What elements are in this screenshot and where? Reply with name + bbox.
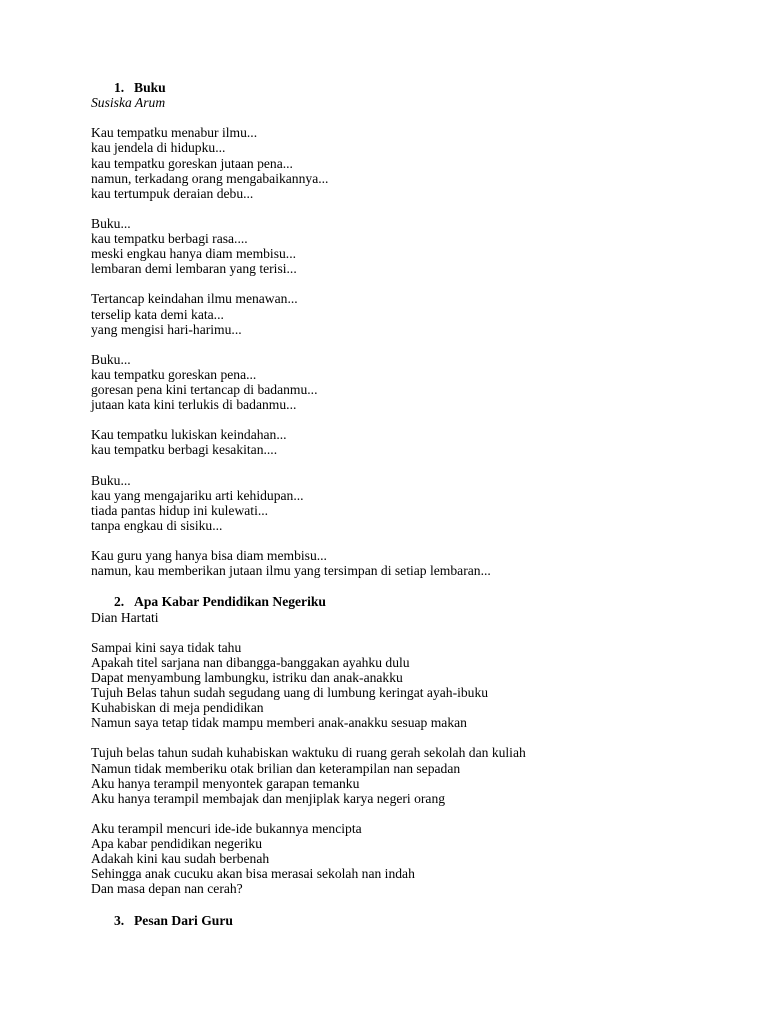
poem-line: Tujuh Belas tahun sudah segudang uang di lumbung keringat ayah-ibuku	[91, 685, 489, 700]
poem-line: Apakah titel sarjana nan dibangga-banggakan ayahku dulu	[91, 654, 410, 670]
poem-line: Buku...	[91, 351, 131, 367]
poem-line: jutaan kata kini terlukis di badanmu...	[91, 397, 297, 413]
poem-title: Apa Kabar Pendidikan Negeriku	[134, 594, 326, 610]
poem-author: Susiska Arum	[91, 95, 166, 111]
poem-line: Dan masa depan nan cerah?	[91, 881, 243, 897]
poem-line: kau tempatku goreskan pena...	[91, 366, 257, 382]
poem-line: Sehingga anak cucuku akan bisa merasai sekolah nan indah	[91, 866, 415, 882]
poem-line: Namun saya tetap tidak mampu memberi anak-anakku sesuap makan	[91, 715, 467, 731]
poem-line: Aku terampil mencuri ide-ide bukannya mencipta	[91, 820, 362, 836]
poem-line: Aku hanya terampil menyontek garapan temanku	[91, 775, 360, 791]
poem-line: kau tertumpuk deraian debu...	[91, 185, 254, 201]
poem-line: tanpa engkau di sisiku...	[91, 517, 223, 533]
poem-title: Pesan Dari Guru	[134, 912, 233, 928]
poem-line: yang mengisi hari-harimu...	[91, 321, 242, 337]
poem-number: 2.	[114, 594, 125, 610]
poem-line: tiada pantas hidup ini kulewati...	[91, 502, 269, 518]
poem-line: Namun tidak memberiku otak brilian dan keterampilan nan sepadan	[91, 760, 461, 776]
poem-line: Apa kabar pendidikan negeriku	[91, 836, 262, 851]
poem-title: Buku	[134, 80, 166, 95]
poem-line: Sampai kini saya tidak tahu	[91, 639, 242, 655]
poem-line: kau tempatku berbagi kesakitan....	[91, 442, 278, 458]
poem-line: kau tempatku goreskan jutaan pena...	[91, 155, 293, 171]
poem-line: Tujuh belas tahun sudah kuhabiskan waktuku di ruang gerah sekolah dan kuliah	[91, 745, 526, 761]
poem-line: meski engkau hanya diam membisu...	[91, 246, 296, 262]
poem-heading	[91, 594, 326, 609]
poem-line: Tertancap keindahan ilmu menawan...	[91, 291, 298, 307]
poem-line: Aku hanya terampil membajak dan menjiplak karya negeri orang	[91, 790, 446, 806]
poem-number: 3.	[114, 912, 125, 928]
poem-line: Dapat menyambung lambungku, istriku dan anak-anakku	[91, 669, 403, 685]
poem-line: goresan pena kini tertancap di badanmu...	[91, 382, 318, 397]
poem-line: lembaran demi lembaran yang terisi...	[91, 261, 297, 277]
poem-line: Kau tempatku menabur ilmu...	[91, 125, 258, 141]
poem-heading	[91, 913, 233, 928]
poem-line: Buku...	[91, 472, 131, 488]
poem-line: kau tempatku berbagi rasa....	[91, 231, 248, 246]
poem-heading	[91, 80, 166, 95]
poem-line: namun, terkadang orang mengabaikannya...	[91, 170, 329, 186]
poem-line: kau yang mengajariku arti kehidupan...	[91, 487, 304, 503]
poem-line: Buku...	[91, 215, 131, 231]
poem-line: Adakah kini kau sudah berbenah	[91, 851, 270, 867]
poem-line: namun, kau memberikan jutaan ilmu yang tersimpan di setiap lembaran...	[91, 563, 491, 579]
poem-number: 1.	[114, 80, 125, 95]
poem-line: kau jendela di hidupku...	[91, 140, 226, 156]
poem-line: Kau guru yang hanya bisa diam membisu...	[91, 548, 327, 564]
poem-line: Kau tempatku lukiskan keindahan...	[91, 427, 287, 443]
poem-line: Kuhabiskan di meja pendidikan	[91, 700, 264, 716]
poem-line: terselip kata demi kata...	[91, 306, 224, 322]
poem-author: Dian Hartati	[91, 609, 159, 625]
